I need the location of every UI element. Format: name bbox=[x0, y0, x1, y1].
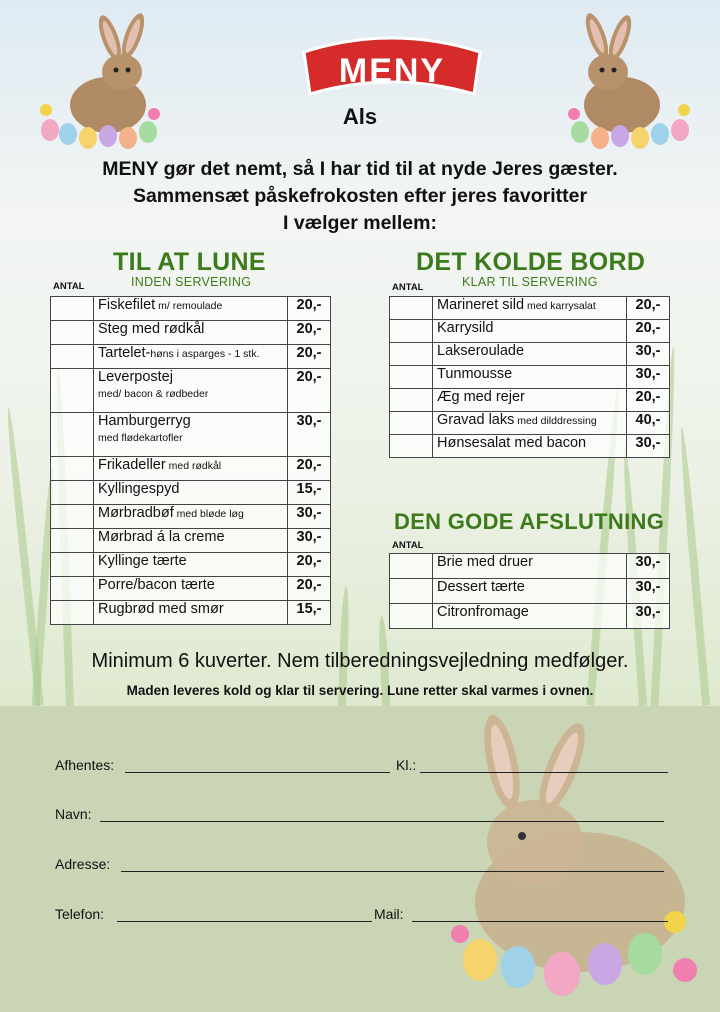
menu-item-name bbox=[94, 321, 288, 345]
menu-item-price: 20,- bbox=[288, 321, 331, 345]
menu-item-title: Tunmousse bbox=[437, 366, 513, 382]
menu-item-title: Marineret sild bbox=[437, 297, 525, 313]
intro-text bbox=[0, 156, 720, 237]
antal-input-box[interactable] bbox=[51, 413, 94, 457]
menu-item-name bbox=[94, 577, 288, 601]
meny-logo bbox=[298, 30, 486, 106]
menu-item-title: Rugbrød med smør bbox=[98, 601, 224, 617]
menu-row bbox=[390, 343, 670, 366]
menu-item-price: 30,- bbox=[627, 579, 670, 604]
menu-item-price: 20,- bbox=[288, 457, 331, 481]
menu-row bbox=[390, 366, 670, 389]
menu-row bbox=[51, 297, 331, 321]
navn-field[interactable] bbox=[100, 821, 664, 822]
menu-item-name bbox=[433, 554, 627, 579]
menu-item-note: med karrysalat bbox=[524, 300, 596, 312]
mail-label: Mail: bbox=[374, 906, 404, 922]
menu-item-price: 15,- bbox=[288, 601, 331, 625]
antal-input-box[interactable] bbox=[51, 345, 94, 369]
menu-item-title: Frikadeller bbox=[98, 457, 166, 473]
menu-item-price: 30,- bbox=[288, 413, 331, 457]
menu-item-price: 15,- bbox=[288, 481, 331, 505]
antal-input-box[interactable] bbox=[390, 554, 433, 579]
antal-input-box[interactable] bbox=[51, 529, 94, 553]
menu-item-name bbox=[94, 369, 288, 413]
menu-item-name bbox=[433, 604, 627, 629]
antal-input-box[interactable] bbox=[390, 389, 433, 412]
easter-bunny-form-illustration bbox=[440, 712, 715, 1007]
menu-row bbox=[390, 320, 670, 343]
menu-item-price: 20,- bbox=[288, 553, 331, 577]
antal-input-box[interactable] bbox=[390, 579, 433, 604]
menu-item-name bbox=[94, 529, 288, 553]
telefon-label: Telefon: bbox=[55, 906, 105, 922]
menu-row bbox=[51, 413, 331, 457]
menu-row bbox=[390, 604, 670, 629]
menu-item-note: med dilddressing bbox=[514, 415, 597, 427]
menu-item-note: med/ bacon & rødbeder bbox=[98, 388, 209, 400]
menu-item-title: Kyllingespyd bbox=[98, 481, 180, 497]
menu-item-name bbox=[433, 435, 627, 458]
menu-item-name bbox=[433, 366, 627, 389]
menu-item-price: 30,- bbox=[627, 604, 670, 629]
kl-label: Kl.: bbox=[396, 757, 417, 773]
menu-item-name bbox=[433, 320, 627, 343]
den-gode-afslutning-title: DEN GODE AFSLUTNING bbox=[394, 509, 665, 534]
antal-input-box[interactable] bbox=[51, 553, 94, 577]
menu-item-name bbox=[433, 343, 627, 366]
menu-item-price: 20,- bbox=[288, 369, 331, 413]
menu-item-title: Fiskefilet bbox=[98, 297, 156, 313]
menu-item-name bbox=[94, 481, 288, 505]
antal-input-box[interactable] bbox=[51, 297, 94, 321]
menu-row bbox=[51, 321, 331, 345]
menu-item-note: med rødkål bbox=[165, 460, 222, 472]
den-gode-afslutning-table bbox=[389, 553, 670, 629]
antal-input-box[interactable] bbox=[51, 505, 94, 529]
afhentes-field[interactable] bbox=[125, 772, 390, 773]
adresse-field[interactable] bbox=[121, 871, 664, 872]
menu-item-title: Steg med rødkål bbox=[98, 321, 205, 337]
intro-line-3: I vælger mellem: bbox=[283, 212, 437, 234]
det-kolde-bord-subtitle: KLAR TIL SERVERING bbox=[462, 275, 598, 289]
antal-input-box[interactable] bbox=[51, 321, 94, 345]
menu-row bbox=[390, 579, 670, 604]
telefon-field[interactable] bbox=[117, 921, 372, 922]
menu-item-name bbox=[94, 505, 288, 529]
menu-item-name bbox=[433, 579, 627, 604]
menu-item-price: 30,- bbox=[288, 529, 331, 553]
menu-item-title: Karrysild bbox=[437, 320, 494, 336]
menu-item-title: Porre/bacon tærte bbox=[98, 577, 215, 593]
menu-row bbox=[51, 529, 331, 553]
store-name: Als bbox=[342, 104, 378, 129]
menu-item-price: 30,- bbox=[627, 435, 670, 458]
menu-row bbox=[51, 481, 331, 505]
antal-label-left: ANTAL bbox=[53, 281, 85, 292]
menu-item-price: 20,- bbox=[288, 297, 331, 321]
menu-row bbox=[51, 553, 331, 577]
menu-row bbox=[51, 577, 331, 601]
intro-line-2: Sammensæt påskefrokosten efter jeres favoritter bbox=[132, 185, 588, 207]
menu-item-title: Æg med rejer bbox=[437, 389, 525, 405]
menu-item-name bbox=[94, 413, 288, 457]
til-at-lune-table bbox=[50, 296, 331, 625]
menu-row bbox=[390, 389, 670, 412]
afhentes-label: Afhentes: bbox=[55, 757, 115, 773]
antal-input-box[interactable] bbox=[390, 343, 433, 366]
menu-row bbox=[51, 369, 331, 413]
easter-bunny-left-illustration bbox=[30, 10, 170, 155]
menu-item-price: 40,- bbox=[627, 412, 670, 435]
menu-item-title: Lakseroulade bbox=[437, 343, 525, 359]
meny-logo-text: MENY bbox=[338, 52, 446, 90]
menu-item-note: med flødekartofler bbox=[98, 432, 183, 444]
antal-label-right: ANTAL bbox=[392, 282, 424, 293]
menu-item-name bbox=[433, 412, 627, 435]
menu-item-title: Gravad laks bbox=[437, 412, 515, 428]
menu-row bbox=[51, 601, 331, 625]
intro-line-1: MENY gør det nemt, så I har tid til at nyde Jeres gæster. bbox=[102, 158, 618, 180]
navn-label: Navn: bbox=[55, 806, 92, 822]
menu-row bbox=[390, 412, 670, 435]
antal-input-box[interactable] bbox=[51, 481, 94, 505]
antal-input-box[interactable] bbox=[390, 435, 433, 458]
menu-item-price: 30,- bbox=[627, 366, 670, 389]
minimum-notice: Minimum 6 kuverter. Nem tilberedningsvejledning medfølger. bbox=[91, 650, 629, 672]
menu-item-name bbox=[94, 297, 288, 321]
menu-item-price: 20,- bbox=[288, 577, 331, 601]
til-at-lune-title: TIL AT LUNE bbox=[113, 248, 266, 276]
menu-row bbox=[51, 457, 331, 481]
easter-bunny-right-illustration bbox=[560, 10, 700, 155]
antal-input-box[interactable] bbox=[390, 412, 433, 435]
menu-item-note: høns i asparges - 1 stk. bbox=[150, 348, 260, 360]
menu-item-name bbox=[94, 553, 288, 577]
menu-item-name bbox=[94, 345, 288, 369]
menu-item-price: 30,- bbox=[627, 343, 670, 366]
menu-item-price: 30,- bbox=[288, 505, 331, 529]
menu-item-title: Mørbrad á la creme bbox=[98, 529, 225, 545]
det-kolde-bord-title: DET KOLDE BORD bbox=[416, 248, 646, 276]
menu-row bbox=[390, 435, 670, 458]
menu-item-note: m/ remoulade bbox=[155, 300, 223, 312]
adresse-label: Adresse: bbox=[55, 856, 111, 872]
menu-row bbox=[51, 345, 331, 369]
antal-input-box[interactable] bbox=[51, 601, 94, 625]
menu-item-title: Brie med druer bbox=[437, 554, 533, 570]
antal-input-box[interactable] bbox=[51, 577, 94, 601]
menu-item-name bbox=[94, 601, 288, 625]
antal-label-dessert: ANTAL bbox=[392, 540, 424, 551]
menu-item-title: Hønsesalat med bacon bbox=[437, 435, 587, 451]
menu-row bbox=[390, 554, 670, 579]
menu-item-price: 20,- bbox=[627, 320, 670, 343]
menu-item-title: Citronfromage bbox=[437, 604, 529, 620]
menu-row bbox=[390, 297, 670, 320]
antal-input-box[interactable] bbox=[390, 604, 433, 629]
antal-input-box[interactable] bbox=[390, 366, 433, 389]
antal-input-box[interactable] bbox=[390, 297, 433, 320]
antal-input-box[interactable] bbox=[390, 320, 433, 343]
antal-input-box[interactable] bbox=[51, 457, 94, 481]
menu-item-price: 30,- bbox=[627, 554, 670, 579]
menu-item-price: 20,- bbox=[288, 345, 331, 369]
det-kolde-bord-table bbox=[389, 296, 670, 458]
menu-item-price: 20,- bbox=[627, 297, 670, 320]
menu-item-title: Dessert tærte bbox=[437, 579, 525, 595]
menu-item-title: Tartelet- bbox=[98, 345, 151, 361]
antal-input-box[interactable] bbox=[51, 369, 94, 413]
menu-item-title: Leverpostej bbox=[98, 369, 173, 385]
menu-item-title: Mørbradbøf bbox=[98, 505, 174, 521]
menu-item-name bbox=[433, 389, 627, 412]
delivery-note: Maden leveres kold og klar til servering. Lune retter skal varmes i ovnen. bbox=[126, 683, 594, 698]
menu-item-note: med bløde løg bbox=[173, 508, 244, 520]
menu-item-title: Kyllinge tærte bbox=[98, 553, 187, 569]
kl-field[interactable] bbox=[420, 772, 668, 773]
menu-row bbox=[51, 505, 331, 529]
menu-item-price: 20,- bbox=[627, 389, 670, 412]
menu-item-title: Hamburgerryg bbox=[98, 413, 191, 429]
menu-item-name bbox=[94, 457, 288, 481]
til-at-lune-subtitle: INDEN SERVERING bbox=[131, 275, 252, 289]
menu-item-name bbox=[433, 297, 627, 320]
mail-field[interactable] bbox=[412, 921, 668, 922]
